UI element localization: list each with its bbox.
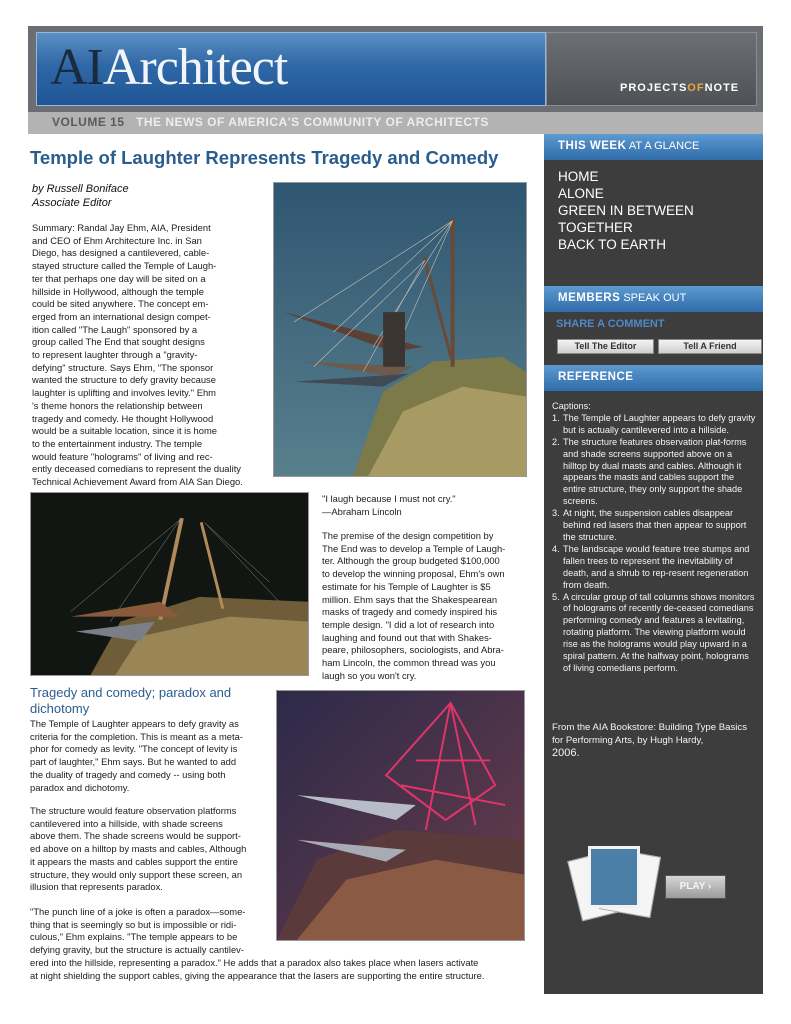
- caption-item: 2. The structure features observation plat-forms and shade screens supported above on a hilltop by dual masts and cables. Although it appears the masts and cables support the entire structure, they only support the shade screens.: [552, 436, 747, 507]
- caption-item: 3. At night, the suspension cables disappear behind red lasers that then appear to support the structure.: [552, 508, 747, 542]
- caption-item: 4. The landscape would feature tree stumps and fallen trees to represent the inevitability of death, and a shrub to rep-resent regeneration from death.: [552, 543, 750, 590]
- volume-label: VOLUME 15: [52, 115, 125, 129]
- tagline: THE NEWS OF AMERICA'S COMMUNITY OF ARCHITECTS: [136, 115, 489, 129]
- members-header: MEMBERS SPEAK OUT: [544, 286, 763, 312]
- glance-link-back-to-earth[interactable]: BACK TO EARTH: [558, 237, 667, 252]
- author-title: Associate Editor: [32, 197, 112, 209]
- article-headline: Temple of Laughter Represents Tragedy and Comedy: [30, 147, 499, 168]
- glance-link-green-in-between[interactable]: GREEN IN BETWEEN: [558, 203, 694, 218]
- captions-list: [552, 401, 757, 675]
- reference-header: REFERENCE: [544, 365, 763, 391]
- projects-of-note-label[interactable]: PROJECTSOFNOTE: [620, 82, 740, 94]
- bookstore-note: From the AIA Bookstore: Building Type Basics for Performing Arts, by Hugh Hardy, 2006.: [552, 722, 747, 759]
- paradox-paragraph: "The punch line of a joke is often a paradox—some- thing that is seemingly so but is impossible or ridi- culous," Ehm explains. "The temple appears to be defying gravity, but the structure is actually cantilev- ered into the hillside, representing a paradox." He adds that a paradox also takes place when lasers activate at night shielding the support cables, giving the appearance that the lasers are supporting the entire structure.: [30, 906, 485, 981]
- glance-link-alone[interactable]: ALONE: [558, 186, 604, 201]
- thumbnail-card: [588, 846, 640, 908]
- captions-title: Captions:: [552, 401, 591, 411]
- summary-paragraph: Summary: Randal Jay Ehm, AIA, President and CEO of Ehm Architecture Inc. in San Diego, has designed a cantilevered, cable- stayed structure called the Temple of Laugh- ter that perhaps one day will be sited on a hillside in Hollywood, although the temple could be sited anywhere. The concept em- erged from an international design compet- ition called "The Laugh" sponsored by a group called The End that sought designs to represent laughter through a "gravity- defying" structure. Says Ehm, "The sponsor wanted the structure to defy gravity because laughter is uplifting and involves levity." Ehm 's theme honors the relationship between tragedy and comedy. He thought Hollywood would be a suitable location, since it is home to the entertainment industry. The temple would feature "holograms" of living and rec- ently deceased comedians to represent the duality Technical Achievement Award from AIA San Diego.: [32, 222, 243, 488]
- slideshow-thumbnails[interactable]: [570, 842, 660, 922]
- logo-ai: AI: [50, 39, 103, 96]
- caption-item: 1. The Temple of Laughter appears to defy gravity but is actually cantilevered into a hillside.: [552, 412, 756, 435]
- bookstore-year: 2006.: [552, 747, 580, 759]
- logo[interactable]: [50, 38, 287, 98]
- glance-header: THIS WEEK AT A GLANCE: [544, 134, 763, 160]
- author: by Russell Boniface: [32, 183, 129, 195]
- volume-strip: [28, 112, 763, 134]
- play-button[interactable]: PLAY ›: [665, 875, 726, 899]
- glance-list: [558, 168, 694, 253]
- temple-lasers-photo: [276, 690, 525, 941]
- byline: [32, 182, 129, 210]
- glance-link-together[interactable]: TOGETHER: [558, 220, 633, 235]
- temple-model-photo: [273, 182, 527, 477]
- levity-paragraph: The Temple of Laughter appears to defy gravity as criteria for the completion. This is meant as a meta- phor for comedy as levity. "The concept of levity is part of laughter," Ehm says. But he wanted to add the duality of tragedy and comedy -- using both paradox and dichotomy.: [30, 718, 243, 793]
- tell-friend-button[interactable]: Tell A Friend: [658, 339, 762, 354]
- logo-architect: Architect: [102, 39, 288, 96]
- glance-link-home[interactable]: HOME: [558, 169, 599, 184]
- section-subhead: Tragedy and comedy; paradox and dichotomy: [30, 685, 232, 716]
- tell-editor-button[interactable]: Tell The Editor: [557, 339, 654, 354]
- premise-paragraph: The premise of the design competition by The End was to develop a Temple of Laugh- ter. Although the group budgeted $100,000 to develop the winning proposal, Ehm's own estimate for his Temple of Laughter is $5 million. Ehm says that the Shakespearean masks of tragedy and comedy inspired his temple design. "I did a lot of research into laughing and found out that with Shakes- peare, philosophers, sociologists, and Abra- ham Lincoln, the common thread was you laugh so you won't cry.: [322, 530, 506, 681]
- section-badge: [546, 32, 757, 106]
- share-comment-link[interactable]: SHARE A COMMENT: [556, 318, 665, 330]
- temple-model-dark-photo: [30, 492, 309, 676]
- lincoln-quote: "I laugh because I must not cry." —Abraham Lincoln: [322, 493, 456, 517]
- caption-item: 5. A circular group of tall columns shows monitors of holograms of recently de-ceased comedians performing comedy and features a levitating, rotating platform. The viewing platform would rise as the holograms would play upward in a spiral pattern. At the halfway point, holograms of living comedians perform.: [552, 591, 755, 673]
- structure-paragraph: The structure would feature observation platforms cantilevered into a hillside, with shade screens above them. The shade screens would be support- ed above on a hilltop by masts and cables, Although it appears the masts and cables support the entire structure, they would only support these screen, an illusion that represents paradox.: [30, 805, 247, 893]
